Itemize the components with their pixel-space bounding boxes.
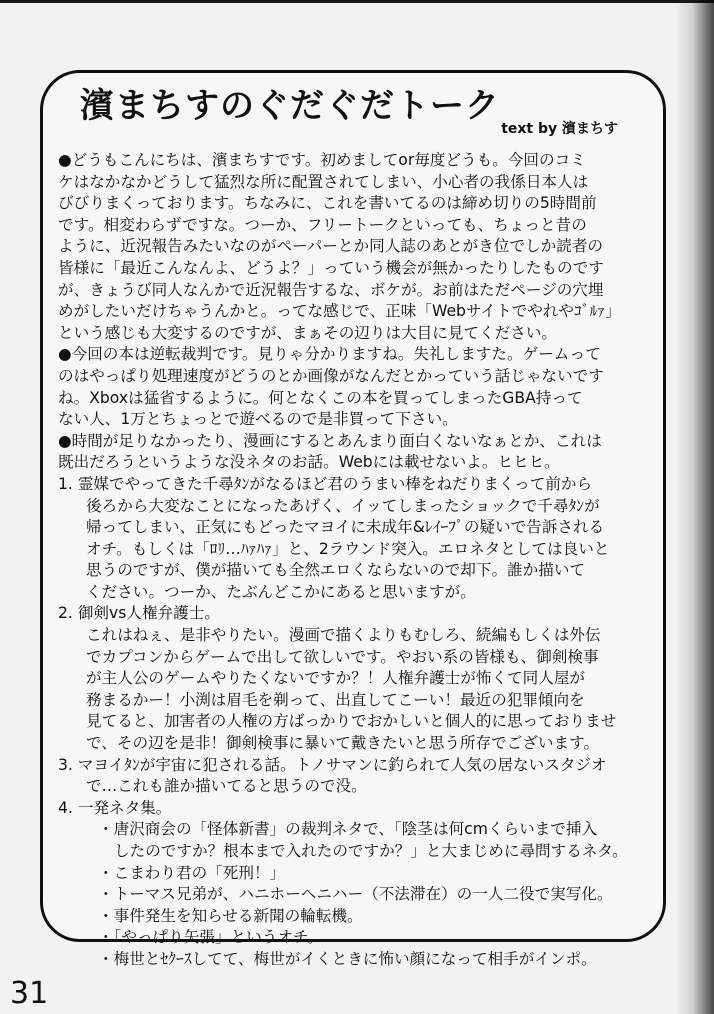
- top-rule: [0, 0, 714, 3]
- page-title: 濱まちすのぐだぐだトーク: [80, 86, 500, 126]
- text-line: が、きょうび同人なんかで近況報告するな、ボケが。お前はただページの穴埋: [58, 280, 604, 299]
- paragraph-intro: [58, 150, 654, 344]
- text-line: 後ろから大変なことになったあげく、イッてしまったショックで千尋ﾀﾝが: [86, 496, 600, 515]
- text-line: ●どうもこんにちは、濱まちすです。初めましてor毎度どうも。今回のコミ: [58, 151, 586, 169]
- text-line: ケはなかなかどうして猛烈な所に配置されてしまい、小心者の我係日本人は: [58, 172, 589, 191]
- text-line: ない人、1万とちょっとで遊べるので是非買って下さい。: [58, 410, 458, 429]
- list-item-3-body: [58, 776, 654, 798]
- text-line: ください。つーか、たぶんどこかにあると思いますが。: [86, 582, 476, 601]
- text-line: びびりまくっております。ちなみに、これを書いてるのは締め切りの5時間前: [58, 194, 597, 213]
- text-line: 帰ってしまい、正気にもどったマヨイに未成年&ﾚｲｰﾌﾟの疑いで告訴される: [86, 518, 605, 537]
- article-body: [58, 150, 654, 971]
- text-line: 見てると、加害者の人権の方ばっかりでおかしいと個人的に思っておりませ: [86, 712, 617, 731]
- text-line: ●時間が足りなかったり、漫画にするとあんまり面白くないなぁとか、これは: [58, 431, 602, 450]
- text-line: のはやっぱり処理速度がどうのとか画像がなんだとかっていう話じゃないです: [58, 366, 604, 385]
- list-item-2-head: 2. 御剣vs人権弁護士。: [58, 604, 220, 623]
- text-line: これはねぇ、是非やりたい。漫画で描くよりもむしろ、続編もしくは外伝: [86, 626, 601, 645]
- text-line: 皆様に「最近こんなんよ、どうよ？」っていう機会が無かったりしたものです: [58, 258, 604, 277]
- page-number: 31: [10, 976, 49, 1011]
- binding-shadow: [674, 0, 714, 1014]
- paragraph-game: [58, 344, 654, 430]
- text-line: ね。Xboxは猛省するように。何となくこの本を買ってしまったGBA持って: [58, 388, 583, 407]
- text-line: ように、近況報告みたいなのがペーパーとか同人誌のあとがき位でしか読者の: [58, 237, 604, 256]
- text-line: で…これも誰か描いてると思うので没。: [86, 777, 367, 796]
- text-line: 思うのですが、僕が描いても全然エロくならないので却下。誰か描いて: [86, 561, 586, 580]
- sub-item: ・「やっぱり矢張」というオチ。: [98, 928, 324, 947]
- text-line: という感じも大変するのですが、まぁその辺りは大目に見てください。: [58, 323, 558, 342]
- sub-item: ・事件発生を知らせる新聞の輪転機。: [98, 906, 363, 925]
- sub-item: ・トーマス兄弟が、ハニホーヘニハー（不法滞在）の一人二役で実写化。: [98, 885, 613, 904]
- paragraph-unused-ideas: [58, 431, 654, 474]
- list-item-2-body: [58, 625, 654, 755]
- sub-item: ・唐沢商会の「怪体新書」の裁判ネタで、「陰茎は何cmくらいまで挿入: [98, 820, 598, 839]
- sub-item-continuation: したのですか？根本まで入れたのですか？」と大まじめに尋問するネタ。: [114, 842, 628, 860]
- sub-item: ・こまわり君の「死刑！」: [98, 863, 286, 882]
- byline: text by 濱まちす: [501, 121, 618, 137]
- text-line: が主人公のゲームやりたくないですか？！人権弁護士が怖くて同人屋が: [86, 669, 586, 688]
- text-line: めがしたいだけちゃうんかと。ってな感じで、正味「Webサイトでやれやｺﾞﾙｧ」: [58, 302, 621, 321]
- text-line: 既出だろうというような没ネタのお話。Webには載せないよ。ヒヒヒ。: [58, 453, 560, 472]
- text-line: 務まるかー！小渕は眉毛を剃って、出直してこーい！最近の犯罪傾向を: [86, 690, 585, 709]
- sub-item: ・梅世とｾｸｰｽしてて、梅世がイくときに怖い顔になって相手がインポ。: [98, 949, 597, 968]
- list-item-1-body: [58, 496, 654, 604]
- list-item-4-head: 4. 一発ネタ集。: [58, 798, 172, 817]
- list-item-1-head: 1. 霊媒でやってきた千尋ﾀﾝがなるほど君のうまい棒をねだりまくって前から: [58, 474, 593, 493]
- text-line: ●今回の本は逆転裁判です。見りゃ分かりますね。失礼しますた。ゲームって: [58, 345, 601, 364]
- text-line: です。相変わらずですな。つーか、フリートークといっても、ちょっと昔の: [58, 215, 587, 234]
- list-item-3-head: 3. マヨイﾀﾝが宇宙に犯される話。トノサマンに釣られて人気の居ないスタジオ: [58, 755, 607, 774]
- text-line: で、その辺を是非！御剣検事に暴いて戴きたいと思う所存でございます。: [86, 734, 600, 753]
- text-line: オチ。もしくは「ﾛﾘ…ﾊｧﾊｧ」と、2ラウンド突入。エロネタとしては良いと: [86, 539, 610, 558]
- text-line: でカプコンからゲームで出して欲しいです。やおい系の皆様も、御剣検事: [86, 647, 599, 666]
